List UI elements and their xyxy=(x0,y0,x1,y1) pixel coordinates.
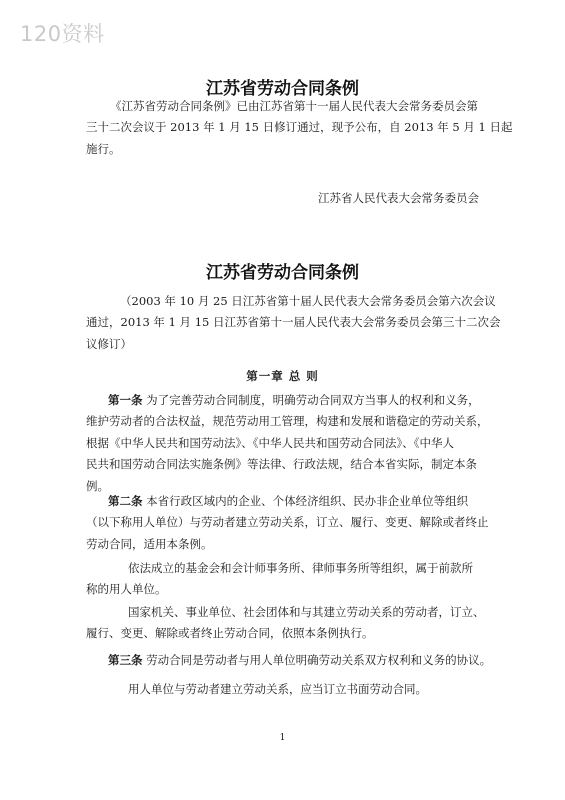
article-2-para-2 xyxy=(128,558,508,580)
article-2-cont xyxy=(86,512,506,555)
text-line: （2003 年 10 月 25 日江苏省第十届人民代表大会常务委员会第六次会议 xyxy=(120,294,496,308)
text-line: 施行。 xyxy=(86,141,121,156)
watermark: 120资料 xyxy=(20,22,105,46)
text-line: 劳动合同，适用本条例。 xyxy=(86,536,213,551)
article-2-para-3-cont xyxy=(86,623,506,645)
text-line: 用人单位与劳动者建立劳动关系，应当订立书面劳动合同。 xyxy=(128,682,427,696)
article-text: 本省行政区域内的企业、个体经济组织、民办非企业单位等组织 xyxy=(142,494,469,508)
article-3-para-2 xyxy=(128,679,508,701)
text-line: 国家机关、事业单位、社会团体和与其建立劳动关系的劳动者，订立、 xyxy=(128,605,485,619)
chapter-title: 第一章 总 则 xyxy=(246,369,319,383)
text-line: 三十二次会议于 2013 年 1 月 15 日修订通过，现予公布，自 2013 年 5 月 1 日起 xyxy=(86,120,513,134)
text-line: （以下称用人单位）与劳动者建立劳动关系，订立、履行、变更、解除或者终止 xyxy=(86,515,489,529)
text-line: 例。 xyxy=(86,478,109,493)
article-label: 第一条 xyxy=(108,393,143,407)
article-2-para-3 xyxy=(128,602,508,624)
regulation-title: 江苏省劳动合同条例 xyxy=(206,263,359,283)
text-line: 依法成立的基金会和会计师事务所、律师事务所等组织，属于前款所 xyxy=(128,561,473,575)
announcement-title: 江苏省劳动合同条例 xyxy=(206,79,359,99)
article-1 xyxy=(108,390,508,412)
text-line: 履行、变更、解除或者终止劳动合同，依照本条例执行。 xyxy=(86,626,374,640)
announcement-text-cont xyxy=(86,117,513,160)
text-line: 维护劳动者的合法权益，规范劳动用工管理，构建和发展和谐稳定的劳动关系， xyxy=(86,414,489,428)
article-text: 为了完善劳动合同制度，明确劳动合同双方当事人的权利和义务， xyxy=(142,393,480,407)
announcement-text xyxy=(110,96,510,118)
history-note xyxy=(120,291,520,313)
article-text: 劳动合同是劳动者与用人单位明确劳动关系双方权利和义务的协议。 xyxy=(142,653,492,667)
page-number: 1 xyxy=(279,733,286,743)
text-line: 民共和国劳动合同法实施条例》等法律、行政法规，结合本省实际，制定本条 xyxy=(86,457,477,471)
article-label: 第二条 xyxy=(108,494,143,508)
article-2 xyxy=(108,491,508,513)
text-line: 议修订） xyxy=(86,336,132,351)
history-note-cont xyxy=(86,312,506,355)
text-line: 通过，2013 年 1 月 15 日江苏省第十一届人民代表大会常务委员会第三十二次会 xyxy=(86,315,501,329)
text-line: 《江苏省劳动合同条例》已由江苏省第十一届人民代表大会常务委员会第 xyxy=(110,99,478,113)
article-3 xyxy=(108,650,528,672)
text-line: 称的用人单位。 xyxy=(86,582,167,596)
article-2-para-2-cont xyxy=(86,579,506,601)
text-line: 根据《中华人民共和国劳动法》、《中华人民共和国劳动合同法》、《中华人 xyxy=(86,435,454,450)
issuer: 江苏省人民代表大会常务委员会 xyxy=(318,191,479,205)
article-1-cont xyxy=(86,411,506,497)
article-label: 第三条 xyxy=(108,653,143,667)
